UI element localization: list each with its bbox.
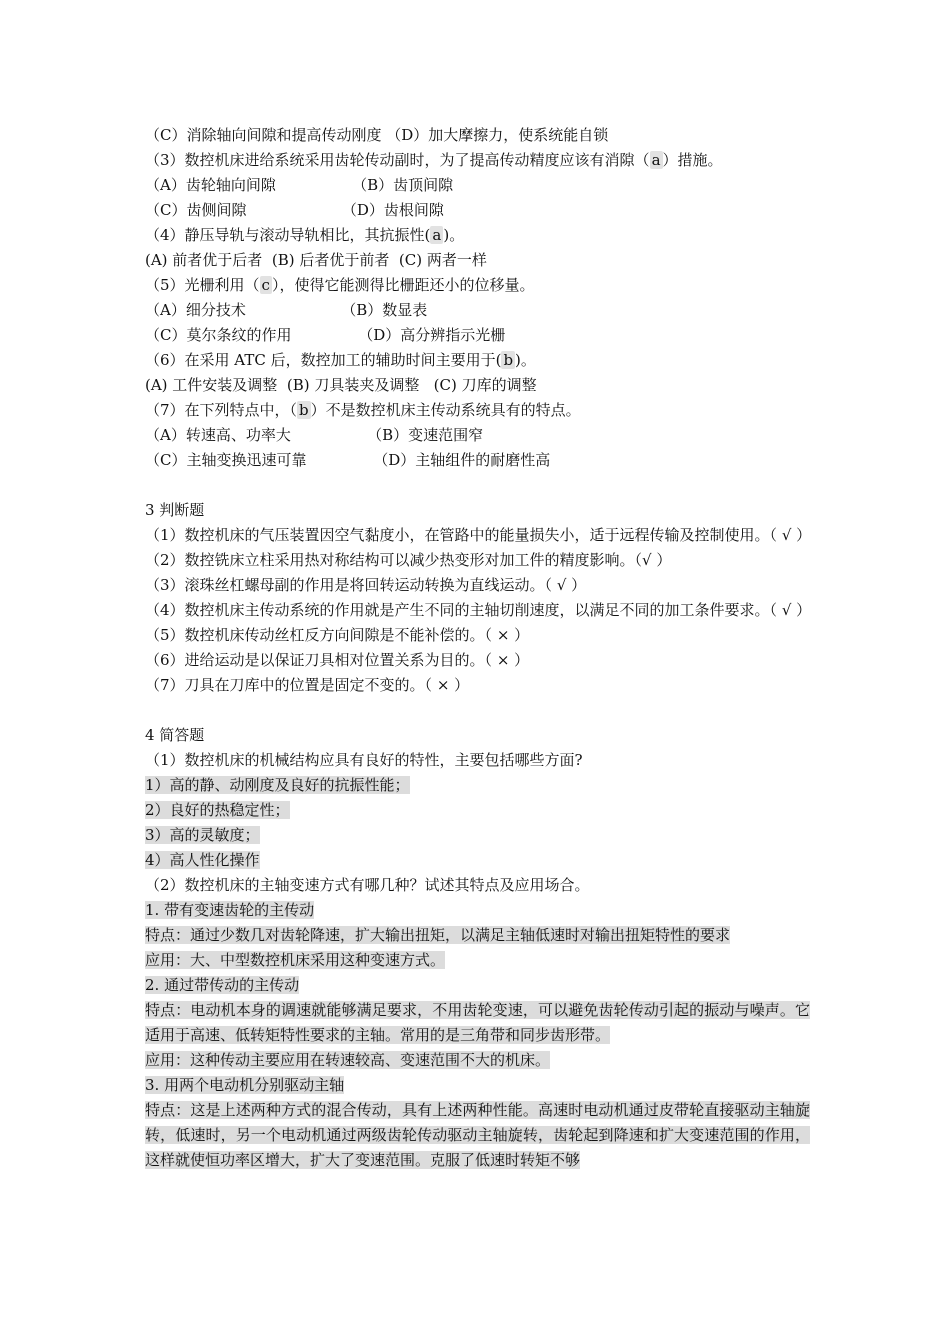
qa-answer-text: 4）高人性化操作	[145, 851, 260, 869]
mc-q5-options-cd: （C）莫尔条纹的作用 （D）高分辨指示光栅	[145, 326, 506, 344]
judge-item: （6）进给运动是以保证刀具相对位置关系为目的。（ × ）	[145, 651, 530, 669]
judge-item: （5）数控机床传动丝杠反方向间隙是不能补偿的。（ × ）	[145, 626, 530, 644]
mc-q7-answer: b	[299, 401, 309, 419]
mc-q5-stem-text: （5）光栅利用（	[145, 276, 260, 294]
judge-item: （3）滚珠丝杠螺母副的作用是将回转运动转换为直线运动。（ √ ）	[145, 576, 587, 594]
way3-title-text: 3. 用两个电动机分别驱动主轴	[145, 1076, 345, 1094]
section-spacer	[145, 698, 810, 723]
way2-feature-text: 特点：电动机本身的调速就能够满足要求，不用齿轮变速，可以避免齿轮传动引起的振动与噪声。它适用于高速、低转矩特性要求的主轴。常用的是三角带和同步齿形带。	[145, 1001, 810, 1044]
mc-q4-stem	[145, 223, 810, 248]
mc-q3-options-cd: （C）齿侧间隙 （D）齿根间隙	[145, 201, 444, 219]
mc-q4-stem-text: （4）静压导轨与滚动导轨相比，其抗振性(	[145, 226, 431, 244]
mc-q3-stem-text: （3）数控机床进给系统采用齿轮传动副时，为了提高传动精度应该有消隙（	[145, 151, 650, 169]
qa-answer-item	[145, 798, 810, 823]
mc-q3-stem	[145, 148, 810, 173]
judge-item: （2）数控铣床立柱采用热对称结构可以减少热变形对加工件的精度影响。（√ ）	[145, 551, 672, 569]
mc-q6-stem-text: （6）在采用 ATC 后，数控加工的辅助时间主要用于(	[145, 351, 502, 369]
mc-q7-stem-tail: ）不是数控机床主传动系统具有的特点。	[310, 401, 581, 419]
qa-answer-item	[145, 823, 810, 848]
qa-question-1: （1）数控机床的机械结构应具有良好的特性，主要包括哪些方面?	[145, 751, 583, 769]
way3-title	[145, 1073, 810, 1098]
judge-item: （4）数控机床主传动系统的作用就是产生不同的主轴切削速度，以满足不同的加工条件要求。（ √ ）	[145, 601, 812, 619]
section-spacer	[145, 473, 810, 498]
way1-application-text: 应用：大、中型数控机床采用这种变速方式。	[145, 951, 446, 969]
mc-q4-options: (A) 前者优于后者 (B) 后者优于前者 (C) 两者一样	[145, 251, 487, 269]
mc-q3-stem-tail: ）措施。	[662, 151, 723, 169]
way1-feature	[145, 923, 810, 948]
mc-q6-options: (A) 工件安装及调整 (B) 刀具装夹及调整 (C) 刀库的调整	[145, 376, 537, 394]
way3-feature-text: 特点：这是上述两种方式的混合传动，具有上述两种性能。高速时电动机通过皮带轮直接驱动主轴旋转，低速时，另一个电动机通过两级齿轮传动驱动主轴旋转，齿轮起到降速和扩大变速范围的作用，这样就使恒功率区增大，扩大了变速范围。克服了低速时转矩不够	[145, 1101, 810, 1169]
mc-q3-answer: a	[651, 151, 661, 169]
mc-q4-answer: a	[432, 226, 442, 244]
mc-q6-answer: b	[503, 351, 514, 369]
judge-item: （7）刀具在刀库中的位置是固定不变的。（ × ）	[145, 676, 470, 694]
way2-title	[145, 973, 810, 998]
mc-q7-options-ab: （A）转速高、功率大 （B）变速范围窄	[145, 426, 484, 444]
judge-section-title: 3 判断题	[145, 501, 205, 519]
mc-q5-stem-tail: ），使得它能测得比栅距还小的位移量。	[271, 276, 535, 294]
qa-section-title: 4 简答题	[145, 726, 205, 744]
document-page	[145, 123, 810, 1173]
qa-answer-text: 1）高的静、动刚度及良好的抗振性能；	[145, 776, 410, 794]
qa-question-2: （2）数控机床的主轴变速方式有哪几种？试述其特点及应用场合。	[145, 876, 590, 894]
qa-answer-item	[145, 848, 810, 873]
mc-q6-stem	[145, 348, 810, 373]
way2-feature	[145, 998, 810, 1048]
way3-feature	[145, 1098, 810, 1173]
mc-q7-stem-text: （7）在下列特点中，（	[145, 401, 298, 419]
mc-q4-stem-tail: )。	[443, 226, 465, 244]
mc-q5-stem	[145, 273, 810, 298]
way1-title	[145, 898, 810, 923]
mc-q3-options-ab: （A）齿轮轴向间隙 （B）齿顶间隙	[145, 176, 454, 194]
way1-application	[145, 948, 810, 973]
way2-application	[145, 1048, 810, 1073]
way2-application-text: 应用：这种传动主要应用在转速较高、变速范围不大的机床。	[145, 1051, 551, 1069]
mc-q5-options-ab: （A）细分技术 （B）数显表	[145, 301, 428, 319]
mc-q7-options-cd: （C）主轴变换迅速可靠 （D）主轴组件的耐磨性高	[145, 451, 551, 469]
judge-item: （1）数控机床的气压装置因空气黏度小，在管路中的能量损失小，适于远程传输及控制使用。（ √ ）	[145, 526, 812, 544]
qa-answer-text: 2）良好的热稳定性；	[145, 801, 290, 819]
mc-q2-option-c-d: （C）消除轴向间隙和提高传动刚度 （D）加大摩擦力，使系统能自锁	[145, 126, 609, 144]
way1-feature-text: 特点：通过少数几对齿轮降速，扩大输出扭矩，以满足主轴低速时对输出扭矩特性的要求	[145, 926, 731, 944]
qa-answer-item	[145, 773, 810, 798]
mc-q6-stem-tail: )。	[515, 351, 536, 369]
way2-title-text: 2. 通过带传动的主传动	[145, 976, 300, 994]
mc-q7-stem	[145, 398, 810, 423]
mc-q5-answer: c	[261, 276, 270, 294]
way1-title-text: 1. 带有变速齿轮的主传动	[145, 901, 315, 919]
qa-answer-text: 3）高的灵敏度；	[145, 826, 260, 844]
